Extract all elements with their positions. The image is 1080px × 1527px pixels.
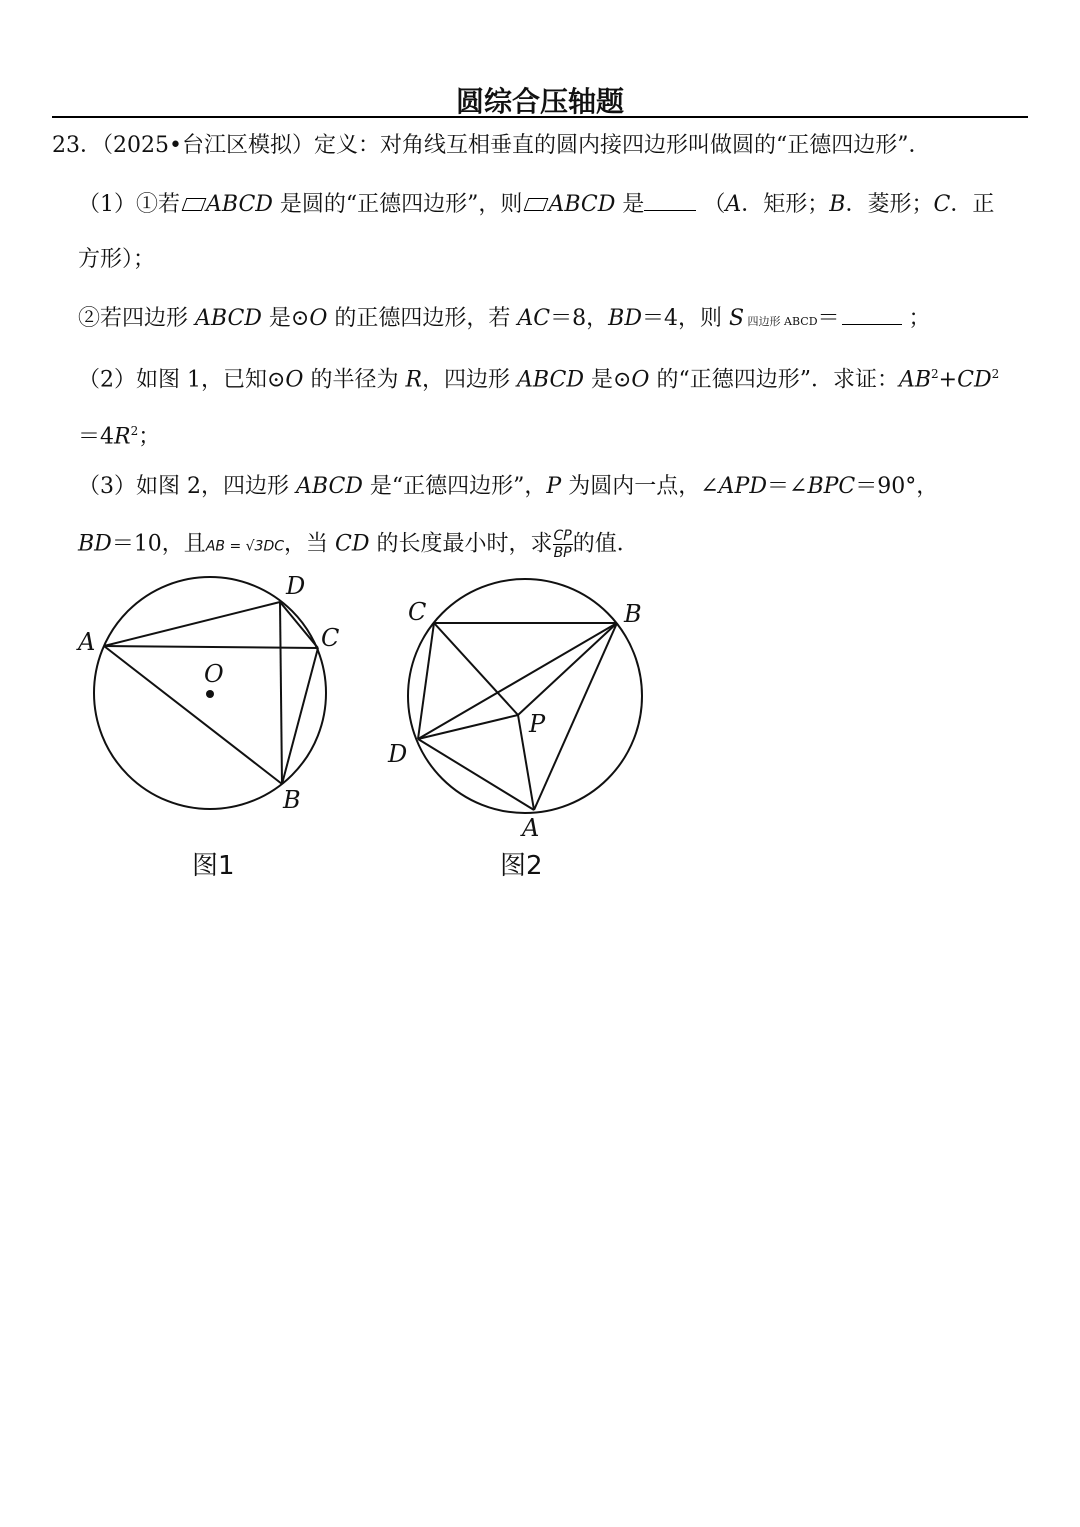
q2-bd: BD bbox=[608, 306, 642, 331]
figure-2-caption: 图2 bbox=[500, 851, 543, 881]
option-b: B bbox=[829, 192, 846, 217]
q2-circle: O bbox=[309, 306, 328, 331]
p3-text: 的长度最小时，求 bbox=[369, 531, 553, 557]
part1-text: 是 bbox=[615, 192, 645, 217]
q2-area-symbol: S bbox=[728, 306, 745, 331]
p2-sup: 2 bbox=[130, 424, 139, 438]
fig1-label-c: C bbox=[321, 624, 340, 652]
fraction-numerator: CP bbox=[553, 528, 572, 544]
p2-r: R bbox=[114, 424, 131, 450]
fraction-denominator: BP bbox=[553, 545, 572, 561]
fig1-diagonal-db bbox=[280, 602, 282, 784]
fig2-segment-dp bbox=[418, 715, 518, 739]
p2-r: R bbox=[405, 367, 423, 393]
p2-sup: 2 bbox=[991, 367, 1000, 381]
q2-text: 的正德四边形，若 bbox=[327, 306, 518, 331]
p3-bd: BD bbox=[78, 531, 112, 557]
part3-line1 bbox=[78, 472, 938, 502]
fig2-label-p: P bbox=[529, 710, 546, 738]
p3-text: ＝10，且 bbox=[111, 531, 206, 557]
fig1-center-dot bbox=[206, 690, 214, 698]
q2-text: ②若四边形 bbox=[78, 306, 195, 331]
q2-text: ； bbox=[901, 306, 931, 331]
figure-1-diagram bbox=[70, 570, 360, 830]
p2-text: ＝4 bbox=[78, 424, 114, 450]
fig2-segment-bp bbox=[518, 623, 617, 715]
fig1-label-o: O bbox=[204, 660, 224, 688]
part1-quad: ABCD bbox=[206, 192, 273, 217]
p2-text: ，四边形 bbox=[422, 367, 518, 393]
q2-area-subscript: 四边形 ABCD bbox=[744, 315, 818, 328]
fig1-diagonal-ac bbox=[104, 646, 318, 648]
part1-quad: ABCD bbox=[548, 192, 616, 217]
page-title: 圆综合压轴题 bbox=[455, 85, 624, 118]
p2-text: 的“正德四边形”．求证： bbox=[649, 367, 899, 393]
part2-line2 bbox=[78, 416, 160, 452]
p2-text: 是⊙ bbox=[583, 367, 632, 393]
figure-2-diagram bbox=[380, 570, 670, 840]
option-c-text: ．正 bbox=[950, 192, 995, 217]
fig2-segment-cp bbox=[434, 623, 518, 715]
p3-apd: APD bbox=[718, 474, 768, 499]
p3-bpc: BPC bbox=[807, 474, 856, 499]
p2-text: ； bbox=[138, 424, 161, 450]
q2-ac: AC bbox=[517, 306, 551, 331]
figure-1-caption: 图1 bbox=[192, 851, 235, 881]
fig2-segment-ad bbox=[418, 739, 534, 810]
q2-text: ＝4，则 bbox=[641, 306, 729, 331]
p3-text: 为圆内一点，∠ bbox=[561, 474, 719, 499]
fig1-segment-cb bbox=[282, 648, 318, 784]
parallelogram-icon bbox=[524, 198, 549, 211]
p2-sup: 2 bbox=[931, 367, 939, 381]
q2-text: 是⊙ bbox=[261, 306, 310, 331]
fig1-segment-dc bbox=[280, 602, 318, 648]
q2-text: ＝8， bbox=[550, 306, 609, 331]
fig2-label-a: A bbox=[522, 814, 540, 840]
option-c: C bbox=[933, 192, 951, 217]
option-a-text: ．矩形； bbox=[741, 192, 830, 217]
p3-text: 是“正德四边形”， bbox=[362, 474, 547, 499]
fig1-segment-ba bbox=[104, 646, 282, 784]
option-b-text: ．菱形； bbox=[845, 192, 934, 217]
q2-equals: ＝ bbox=[817, 306, 840, 331]
fig2-diagonal-db bbox=[418, 623, 617, 739]
p3-text: ，当 bbox=[284, 531, 336, 557]
p3-cd: CD bbox=[335, 531, 370, 557]
p3-quad: ABCD bbox=[295, 474, 363, 499]
part1-q2 bbox=[78, 302, 931, 337]
p2-quad: ABCD bbox=[517, 367, 584, 393]
problem-header: 23．（2025•台江区模拟）定义：对角线互相垂直的圆内接四边形叫做圆的“正德四边形”． bbox=[52, 133, 931, 158]
parallelogram-icon bbox=[182, 198, 207, 211]
part1-text: （1）①若 bbox=[78, 192, 180, 217]
part1-text: （ bbox=[696, 192, 726, 217]
p2-text: （2）如图 1，已知⊙ bbox=[78, 367, 286, 393]
answer-blank-1[interactable] bbox=[644, 188, 696, 211]
p3-text: 的值． bbox=[572, 531, 639, 557]
part1-line2: 方形）； bbox=[78, 247, 156, 272]
fig1-label-b: B bbox=[283, 786, 301, 814]
fig2-segment-dc bbox=[418, 623, 434, 739]
fig2-circle bbox=[408, 579, 642, 813]
fig2-label-c: C bbox=[408, 598, 427, 626]
p3-p: P bbox=[546, 474, 562, 499]
fig1-label-d: D bbox=[286, 572, 306, 600]
part2-line1 bbox=[78, 359, 999, 395]
fig2-label-d: D bbox=[388, 740, 408, 768]
p3-text: ＝90°， bbox=[855, 474, 939, 499]
option-a: A bbox=[725, 192, 742, 217]
p3-ratio-condition: AB = √3DC bbox=[205, 538, 285, 555]
part1-text: 是圆的“正德四边形”，则 bbox=[272, 192, 523, 217]
answer-blank-2[interactable] bbox=[842, 302, 902, 325]
part1-line1 bbox=[78, 188, 994, 220]
p2-cd: CD bbox=[957, 367, 992, 393]
p3-text: ＝∠ bbox=[767, 474, 808, 499]
p2-text: 的半径为 bbox=[303, 367, 406, 393]
p3-text: （3）如图 2，四边形 bbox=[78, 474, 296, 499]
p2-ab: AB bbox=[898, 367, 932, 393]
p2-o: O bbox=[631, 367, 650, 393]
q2-quad: ABCD bbox=[195, 306, 262, 331]
p2-o: O bbox=[285, 367, 304, 393]
fig2-label-b: B bbox=[624, 600, 642, 628]
p2-plus: + bbox=[938, 367, 958, 393]
title-divider bbox=[52, 116, 1028, 118]
p3-fraction bbox=[553, 528, 573, 561]
fig1-label-a: A bbox=[78, 628, 96, 656]
part3-line2 bbox=[78, 528, 639, 562]
